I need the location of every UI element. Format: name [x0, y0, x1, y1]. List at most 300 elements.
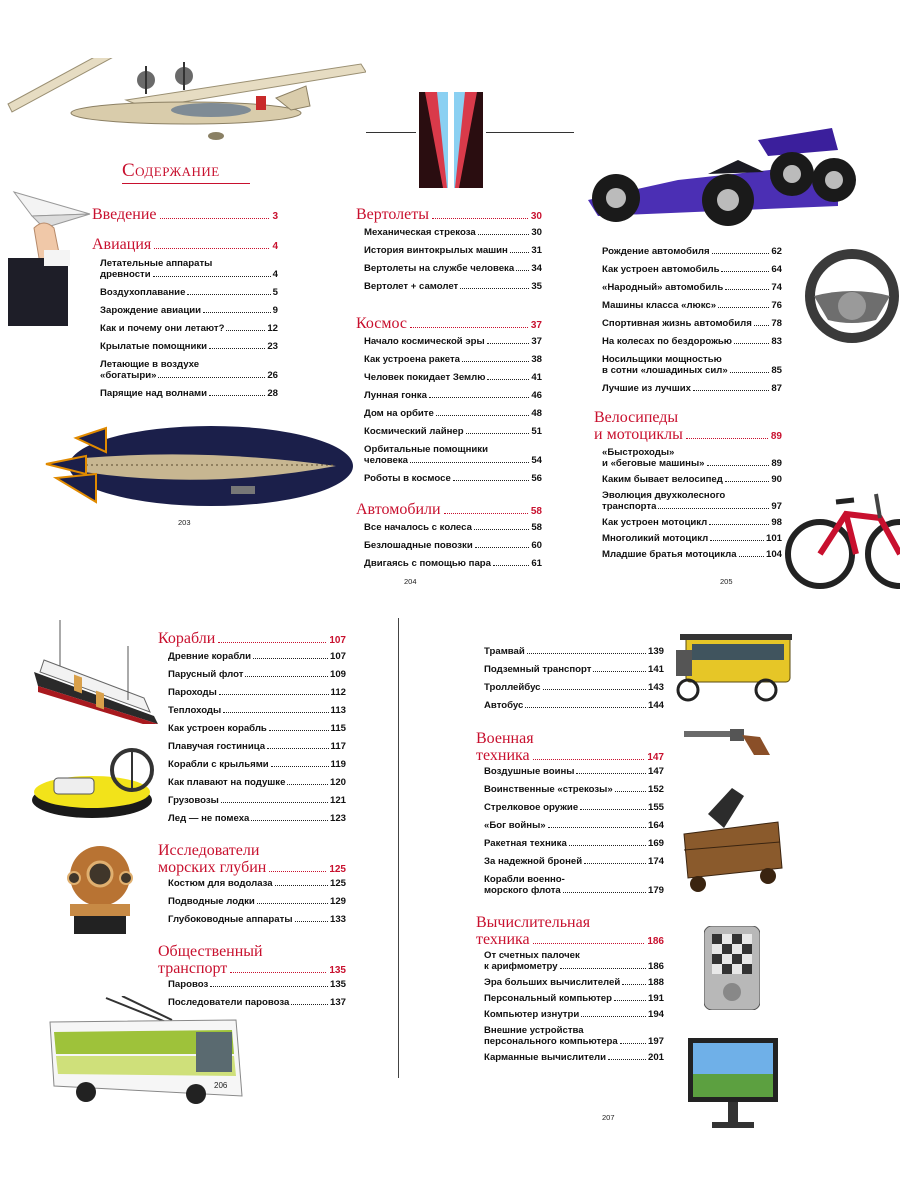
section-page-number: 125: [329, 864, 346, 875]
toc-entry[interactable]: [364, 522, 542, 533]
toc-entry[interactable]: [484, 838, 664, 849]
entry-page-number: 194: [647, 1009, 664, 1020]
entry-page-number: 135: [329, 979, 346, 990]
section-title: Вертолеты: [356, 206, 429, 223]
section-title: техника: [476, 931, 530, 948]
entry-page-number: 113: [330, 705, 346, 716]
entry-page-number: 26: [267, 370, 278, 381]
leader-dots: [226, 330, 265, 331]
toc-entry[interactable]: [168, 651, 346, 662]
section-military[interactable]: [476, 730, 664, 766]
toc-entry[interactable]: [484, 874, 664, 896]
entry-page-number: 90: [771, 474, 782, 485]
toc-entry[interactable]: [168, 914, 346, 925]
leader-dots: [533, 943, 645, 944]
steering-wheel-illustration: [804, 246, 900, 346]
toc-entry[interactable]: [602, 549, 782, 560]
leader-dots: [209, 395, 265, 396]
leader-dots: [221, 802, 328, 803]
toc-entry[interactable]: [364, 227, 542, 238]
entry-title: Зарождение авиации: [100, 305, 202, 316]
toc-entry[interactable]: [100, 305, 278, 316]
toc-entry[interactable]: [484, 766, 664, 777]
leader-dots: [548, 827, 646, 828]
entry-title: Машины класса «люкс»: [602, 300, 717, 311]
leader-dots: [615, 791, 646, 792]
entry-page-number: 137: [329, 997, 346, 1008]
toc-entry[interactable]: [602, 383, 782, 394]
toc-entry[interactable]: [364, 281, 542, 292]
entry-title: Подводные лодки: [168, 896, 255, 907]
toc-entry[interactable]: [364, 336, 542, 347]
tram-illustration: [670, 630, 794, 704]
section-transport[interactable]: [158, 943, 346, 979]
toc-entry[interactable]: [484, 784, 664, 795]
entry-page-number: 169: [647, 838, 664, 849]
leader-dots: [487, 343, 530, 344]
entry-page-number: 107: [329, 651, 346, 662]
leader-dots: [709, 524, 769, 525]
leader-dots: [453, 480, 530, 481]
leader-dots: [460, 288, 529, 289]
entry-page-number: 56: [531, 473, 542, 484]
hovercraft-illustration: [30, 748, 160, 822]
entry-title: Древние корабли: [168, 651, 252, 662]
toc-entry[interactable]: [168, 795, 346, 806]
section-title: транспорт: [158, 960, 228, 977]
entry-page-number: 191: [647, 993, 664, 1004]
toc-entry[interactable]: [484, 664, 664, 675]
section-computing[interactable]: [476, 914, 664, 950]
entry-page-number: 46: [531, 390, 542, 401]
section-aviation[interactable]: [92, 236, 278, 255]
entry-title: Как плавают на подушке: [168, 777, 286, 788]
entry-page-number: 120: [329, 777, 346, 788]
leader-dots: [693, 390, 769, 391]
entry-title: Подземный транспорт: [484, 664, 592, 675]
leader-dots: [712, 253, 770, 254]
leader-dots: [267, 748, 328, 749]
entry-page-number: 38: [531, 354, 542, 365]
entry-title: Карманные вычислители: [484, 1052, 607, 1063]
toc-entry[interactable]: [364, 263, 542, 274]
entry-title: и «беговые машины»: [602, 458, 705, 469]
leader-dots: [478, 234, 530, 235]
entry-title-line: Эволюция двухколесного: [602, 490, 726, 501]
entry-page-number: 87: [771, 383, 782, 394]
entry-page-number: 147: [647, 766, 664, 777]
leader-dots: [543, 689, 646, 690]
monitor-illustration: [688, 1038, 778, 1132]
entry-page-number: 104: [765, 549, 782, 560]
entry-title: Все началось с колеса: [364, 522, 472, 533]
entry-page-number: 119: [330, 759, 346, 770]
entry-title: «Бог войны»: [484, 820, 546, 831]
entry-page-number: 174: [647, 856, 664, 867]
leader-dots: [462, 361, 529, 362]
page-number-203: 203: [178, 518, 191, 527]
entry-title: Стрелковое оружие: [484, 802, 579, 813]
leader-dots: [295, 921, 328, 922]
leader-dots: [493, 565, 529, 566]
entry-page-number: 41: [531, 372, 542, 383]
toc-entry[interactable]: [364, 408, 542, 419]
leader-dots: [429, 397, 529, 398]
entry-title: Вертолеты на службе человека: [364, 263, 515, 274]
entry-page-number: 98: [771, 517, 782, 528]
section-title: Автомобили: [356, 501, 441, 518]
leader-dots: [287, 784, 328, 785]
leader-dots: [510, 252, 529, 253]
toc-entry[interactable]: [168, 997, 346, 1008]
entry-title: На колесах по бездорожью: [602, 336, 732, 347]
entry-title: Крылатые помощники: [100, 341, 208, 352]
entry-title-line: Летательные аппараты: [100, 258, 213, 269]
section-page-number: 58: [530, 506, 542, 517]
entry-title: к арифмометру: [484, 961, 558, 972]
toc-entry[interactable]: [100, 258, 278, 280]
entry-page-number: 60: [531, 540, 542, 551]
entry-title: Механическая стрекоза: [364, 227, 476, 238]
leader-dots: [584, 863, 646, 864]
toc-entry[interactable]: [484, 820, 664, 831]
divider-line-right: [486, 132, 574, 133]
leader-dots: [620, 1043, 646, 1044]
leader-dots: [436, 415, 530, 416]
entry-title: Рождение автомобиля: [602, 246, 710, 257]
entry-title: персонального компьютера: [484, 1036, 618, 1047]
leader-dots: [444, 513, 528, 514]
toc-entry[interactable]: [602, 318, 782, 329]
leader-dots: [525, 707, 646, 708]
toc-entry[interactable]: [168, 669, 346, 680]
leader-dots: [725, 481, 769, 482]
entry-page-number: 4: [272, 269, 278, 280]
toc-entry[interactable]: [100, 359, 278, 381]
leader-dots: [754, 325, 770, 326]
entry-title: Как устроен корабль: [168, 723, 267, 734]
seaplane-illustration: [6, 58, 366, 148]
entry-page-number: 83: [771, 336, 782, 347]
section-title: морских глубин: [158, 859, 267, 876]
entry-page-number: 30: [531, 227, 542, 238]
toc-entry[interactable]: [168, 723, 346, 734]
leader-dots: [466, 433, 530, 434]
toc-entry[interactable]: [484, 1009, 664, 1020]
entry-page-number: 139: [647, 646, 664, 657]
entry-page-number: 188: [647, 977, 664, 988]
pda-illustration: [704, 926, 760, 1010]
toc-entry[interactable]: [364, 473, 542, 484]
section-title: и мотоциклы: [594, 426, 683, 443]
airship-illustration: [36, 408, 356, 516]
entry-title: Корабли с крыльями: [168, 759, 269, 770]
entry-title: «богатыри»: [100, 370, 157, 381]
leader-dots: [245, 676, 328, 677]
leader-dots: [269, 871, 326, 872]
leader-dots: [209, 348, 265, 349]
toc-entry[interactable]: [484, 682, 664, 693]
entry-title: Младшие братья мотоцикла: [602, 549, 737, 560]
section-cars[interactable]: [356, 501, 542, 520]
toc-entry[interactable]: [602, 447, 782, 469]
toc-entry[interactable]: [484, 1025, 664, 1047]
entry-page-number: 64: [771, 264, 782, 275]
entry-page-number: 152: [647, 784, 664, 795]
page-number-205: 205: [720, 577, 733, 586]
entry-title: Паровоз: [168, 979, 209, 990]
entry-title: Как устроена ракета: [364, 354, 460, 365]
toc-entry[interactable]: [168, 741, 346, 752]
section-page-number: 3: [272, 211, 278, 222]
entry-page-number: 35: [531, 281, 542, 292]
entry-title: Парящие над волнами: [100, 388, 208, 399]
toc-entry[interactable]: [602, 517, 782, 528]
leader-dots: [533, 759, 645, 760]
leader-dots: [219, 694, 329, 695]
leader-dots: [218, 642, 326, 643]
section-bikes[interactable]: [594, 409, 782, 445]
toc-entry[interactable]: [364, 354, 542, 365]
toc-entry[interactable]: [364, 444, 542, 466]
leader-dots: [581, 1016, 646, 1017]
toc-entry[interactable]: [364, 426, 542, 437]
toc-entry[interactable]: [602, 282, 782, 293]
section-title-line: Военная: [476, 730, 534, 747]
leader-dots: [153, 276, 271, 277]
bicycle-illustration: [780, 474, 900, 594]
entry-title: Лучшие из лучших: [602, 383, 691, 394]
toc-entry[interactable]: [602, 300, 782, 311]
entry-title: Лунная гонка: [364, 390, 427, 401]
leader-dots: [271, 766, 329, 767]
entry-page-number: 101: [765, 533, 782, 544]
leader-dots: [187, 294, 270, 295]
section-page-number: 37: [530, 320, 542, 331]
entry-page-number: 51: [531, 426, 542, 437]
leader-dots: [203, 312, 271, 313]
entry-title: Плавучая гостиница: [168, 741, 266, 752]
toc-entry[interactable]: [484, 993, 664, 1004]
leader-dots: [725, 289, 769, 290]
entry-page-number: 133: [329, 914, 346, 925]
toc-entry[interactable]: [602, 490, 782, 512]
toc-entry[interactable]: [602, 264, 782, 275]
cannon-illustration: [678, 784, 786, 898]
divider-line-left: [366, 132, 416, 133]
entry-title: Ракетная техника: [484, 838, 567, 849]
leader-dots: [658, 508, 769, 509]
entry-title: Воинственные «стрекозы»: [484, 784, 613, 795]
section-title: техника: [476, 747, 530, 764]
toc-entry[interactable]: [484, 646, 664, 657]
leader-dots: [291, 1004, 328, 1005]
toc-entry[interactable]: [484, 950, 664, 972]
entry-title: Человек покидает Землю: [364, 372, 486, 383]
entry-page-number: 54: [531, 455, 542, 466]
section-helicopters[interactable]: [356, 206, 542, 225]
toc-entry[interactable]: [364, 372, 542, 383]
entry-page-number: 62: [771, 246, 782, 257]
page-number-204: 204: [404, 577, 417, 586]
toc-entry[interactable]: [168, 777, 346, 788]
entry-page-number: 74: [771, 282, 782, 293]
entry-title-line: Летающие в воздухе: [100, 359, 200, 370]
toc-entry[interactable]: [168, 759, 346, 770]
toc-entry[interactable]: [364, 558, 542, 569]
entry-page-number: 125: [329, 878, 346, 889]
entry-page-number: 164: [647, 820, 664, 831]
entry-title: Двигаясь с помощью пара: [364, 558, 491, 569]
entry-title: Троллейбус: [484, 682, 541, 693]
entry-title: Трамвай: [484, 646, 525, 657]
toc-entry[interactable]: [602, 533, 782, 544]
entry-page-number: 58: [531, 522, 542, 533]
section-title-line: Велосипеды: [594, 409, 679, 426]
entry-title: Вертолет + самолет: [364, 281, 459, 292]
entry-title: Костюм для водолаза: [168, 878, 273, 889]
entry-page-number: 115: [330, 723, 346, 734]
entry-title: Каким бывает велосипед: [602, 474, 723, 485]
toc-entry[interactable]: [100, 341, 278, 352]
entry-page-number: 78: [771, 318, 782, 329]
toc-entry[interactable]: [484, 802, 664, 813]
trolleybus-illustration: [46, 996, 246, 1106]
entry-title: Как устроен автомобиль: [602, 264, 720, 275]
leader-dots: [474, 529, 529, 530]
entry-title: «Народный» автомобиль: [602, 282, 724, 293]
leader-dots: [580, 809, 646, 810]
leader-dots: [158, 377, 265, 378]
entry-page-number: 9: [272, 305, 278, 316]
toc-entry[interactable]: [602, 474, 782, 485]
section-page-number: 135: [329, 965, 346, 976]
toc-entry[interactable]: [602, 336, 782, 347]
section-title: Авиация: [92, 236, 152, 253]
leader-dots: [710, 540, 764, 541]
leader-dots: [257, 903, 328, 904]
entry-page-number: 155: [647, 802, 664, 813]
leader-dots: [527, 653, 646, 654]
leader-dots: [251, 820, 328, 821]
leader-dots: [210, 986, 328, 987]
section-intro[interactable]: [92, 206, 278, 225]
leader-dots: [608, 1059, 646, 1060]
leader-dots: [269, 730, 329, 731]
entry-title: транспорта: [602, 501, 657, 512]
leader-dots: [410, 327, 528, 328]
entry-title-line: Корабли военно-: [484, 874, 565, 885]
entry-title: За надежной броней: [484, 856, 583, 867]
toc-entry[interactable]: [168, 813, 346, 824]
leader-dots: [223, 712, 328, 713]
toc-entry[interactable]: [364, 390, 542, 401]
entry-title: морского флота: [484, 885, 561, 896]
tunnel-photo: [419, 92, 483, 188]
leader-dots: [707, 465, 770, 466]
section-page-number: 186: [647, 936, 664, 947]
toc-entry[interactable]: [168, 687, 346, 698]
section-ships[interactable]: [158, 630, 346, 649]
leader-dots: [154, 248, 269, 249]
entry-title-line: «Быстроходы»: [602, 447, 675, 458]
entry-page-number: 121: [329, 795, 346, 806]
entry-title: человека: [364, 455, 408, 466]
title-underline: [122, 183, 250, 184]
entry-title: Автобус: [484, 700, 524, 711]
section-page-number: 89: [770, 431, 782, 442]
entry-title: Теплоходы: [168, 705, 222, 716]
leader-dots: [432, 218, 528, 219]
toc-entry[interactable]: [484, 1052, 664, 1063]
entry-title-line: Носильщики мощностью: [602, 354, 722, 365]
section-title-line: Исследователи: [158, 842, 260, 859]
toc-entry[interactable]: [484, 700, 664, 711]
entry-page-number: 141: [647, 664, 664, 675]
section-title: Корабли: [158, 630, 216, 647]
entry-page-number: 34: [531, 263, 542, 274]
toc-entry[interactable]: [364, 540, 542, 551]
toc-entry[interactable]: [100, 388, 278, 399]
leader-dots: [560, 968, 646, 969]
section-page-number: 4: [272, 241, 278, 252]
entry-title: Грузовозы: [168, 795, 219, 806]
leader-dots: [160, 218, 270, 219]
entry-title: Начало космической эры: [364, 336, 485, 347]
entry-title: Последователи паровоза: [168, 997, 290, 1008]
entry-title: Парусный флот: [168, 669, 244, 680]
section-space[interactable]: [356, 315, 542, 334]
toc-entry[interactable]: [168, 979, 346, 990]
entry-title: История винтокрылых машин: [364, 245, 508, 256]
toc-entry[interactable]: [100, 323, 278, 334]
toc-entry[interactable]: [168, 896, 346, 907]
toc-entry[interactable]: [484, 856, 664, 867]
leader-dots: [739, 556, 764, 557]
entry-title: Компьютер изнутри: [484, 1009, 580, 1020]
entry-title: Глубоководные аппараты: [168, 914, 293, 925]
toc-entry[interactable]: [168, 878, 346, 889]
section-deepsea[interactable]: [158, 842, 346, 878]
page-title: Содержание: [122, 160, 220, 181]
leader-dots: [721, 271, 769, 272]
entry-title: Лед — не помеха: [168, 813, 250, 824]
entry-title: Пароходы: [168, 687, 217, 698]
toc-entry[interactable]: [364, 245, 542, 256]
leader-dots: [410, 462, 529, 463]
toc-entry[interactable]: [168, 705, 346, 716]
entry-page-number: 186: [647, 961, 664, 972]
entry-title: Воздушные воины: [484, 766, 575, 777]
toc-entry[interactable]: [602, 354, 782, 376]
toc-entry[interactable]: [602, 246, 782, 257]
toc-entry[interactable]: [484, 977, 664, 988]
entry-title-line: Внешние устройства: [484, 1025, 584, 1036]
section-title: Введение: [92, 206, 157, 223]
page-number-207: 207: [602, 1113, 615, 1122]
entry-page-number: 85: [771, 365, 782, 376]
leader-dots: [718, 307, 769, 308]
spread-divider: [398, 618, 399, 1078]
toc-entry[interactable]: [100, 287, 278, 298]
entry-page-number: 201: [647, 1052, 664, 1063]
entry-page-number: 143: [647, 682, 664, 693]
ocean-liner-illustration: [34, 616, 160, 724]
leader-dots: [622, 984, 646, 985]
entry-page-number: 12: [267, 323, 278, 334]
leader-dots: [734, 343, 769, 344]
entry-page-number: 109: [329, 669, 346, 680]
